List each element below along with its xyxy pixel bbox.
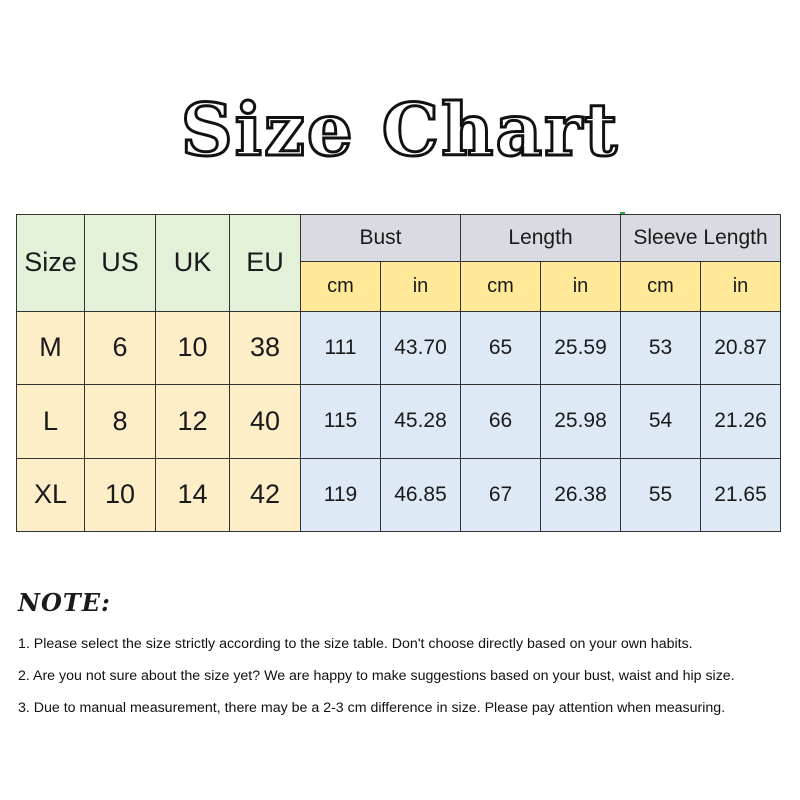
cell-uk: 12: [156, 385, 230, 458]
cell-sleeve-in: 21.26: [701, 385, 781, 458]
table-row: [17, 458, 781, 532]
cell-bust-cm: 111: [301, 311, 381, 384]
cell-size: M: [17, 311, 85, 384]
header-uk: UK: [156, 215, 230, 312]
cell-bust-cm: 115: [301, 385, 381, 458]
header-us: US: [85, 215, 156, 312]
cell-sleeve-in: 21.65: [701, 458, 781, 532]
cell-length-cm: 66: [461, 385, 541, 458]
cell-sleeve-cm: 54: [621, 385, 701, 458]
cell-uk: 14: [156, 458, 230, 532]
cell-bust-in: 46.85: [381, 458, 461, 532]
cell-bust-in: 45.28: [381, 385, 461, 458]
cell-length-in: 25.98: [541, 385, 621, 458]
header-sleeve-length: Sleeve Length: [621, 215, 781, 262]
cell-us: 8: [85, 385, 156, 458]
table-row: [17, 385, 781, 458]
cell-sleeve-cm: 53: [621, 311, 701, 384]
size-table: [16, 214, 781, 532]
page-title: Size Chart: [180, 87, 620, 172]
header-size: Size: [17, 215, 85, 312]
cell-bust-in: 43.70: [381, 311, 461, 384]
note-item: 3. Due to manual measurement, there may be a 2-3 cm difference in size. Please pay attention when measuring.: [18, 700, 726, 716]
cell-length-in: 25.59: [541, 311, 621, 384]
table-row: [17, 311, 781, 384]
cell-bust-cm: 119: [301, 458, 381, 532]
cell-length-cm: 65: [461, 311, 541, 384]
cell-us: 6: [85, 311, 156, 384]
header-length: Length: [461, 215, 621, 262]
cell-uk: 10: [156, 311, 230, 384]
cell-length-cm: 67: [461, 458, 541, 532]
header-eu: EU: [230, 215, 301, 312]
note-item: 2. Are you not sure about the size yet? We are happy to make suggestions based on your bust, waist and hip size.: [18, 668, 735, 684]
cell-size: L: [17, 385, 85, 458]
header-bust: Bust: [301, 215, 461, 262]
unit-sleeve-cm: cm: [621, 262, 701, 311]
note-item: 1. Please select the size strictly according to the size table. Don't choose directly based on your own habits.: [18, 636, 693, 652]
unit-length-cm: cm: [461, 262, 541, 311]
cell-size: XL: [17, 458, 85, 532]
cell-us: 10: [85, 458, 156, 532]
cell-sleeve-in: 20.87: [701, 311, 781, 384]
cell-eu: 42: [230, 458, 301, 532]
cell-eu: 38: [230, 311, 301, 384]
note-list: [18, 632, 793, 728]
unit-sleeve-in: in: [701, 262, 781, 311]
header-row-groups: [17, 215, 781, 262]
unit-bust-in: in: [381, 262, 461, 311]
unit-length-in: in: [541, 262, 621, 311]
cell-eu: 40: [230, 385, 301, 458]
note-heading: NOTE:: [18, 588, 111, 617]
cell-sleeve-cm: 55: [621, 458, 701, 532]
cell-length-in: 26.38: [541, 458, 621, 532]
unit-bust-cm: cm: [301, 262, 381, 311]
